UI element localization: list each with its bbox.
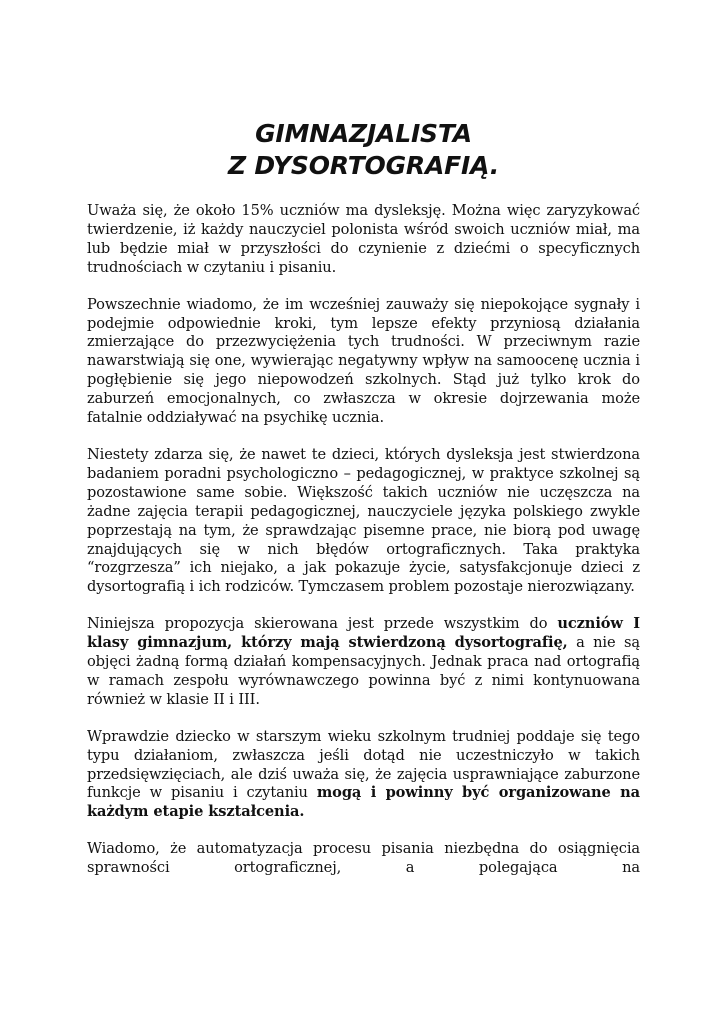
paragraph-2: Powszechnie wiadomo, że im wcześniej zauważy się niepokojące sygnały i podejmie odpowiednie kroki, tym lepsze efekty przyniosą działania zmierzające do przezwyciężenia tych trudności. W przeciwnym razie nawarstwiają się one, wywierając negatywny wpływ na samoocenę ucznia i pogłębienie się jego niepowodzeń szkolnych. Stąd już tylko krok do zaburzeń emocjonalnych, co zwłaszcza w okresie dojrzewania może fatalnie oddziaływać na psychikę ucznia.: [87, 295, 640, 427]
paragraph-5: [87, 728, 640, 823]
paragraph-4: [87, 615, 640, 710]
paragraph-4-text-a: Niniejsza propozycja skierowana jest przede wszystkim do: [87, 615, 558, 633]
paragraph-5-text-a: Wprawdzie dziecko w starszym wieku szkolnym trudniej poddaje się tego typu działaniom, zwłaszcza jeśli dotąd nie uczestniczyło w takich przedsięwzięciach, ale dziś uważa się, że zajęcia usprawniające zaburzone funkcje w pisaniu i czytaniu: [87, 727, 640, 802]
document-page: [87, 118, 640, 896]
paragraph-1: Uważa się, że około 15% uczniów ma dysleksję. Można więc zaryzykować twierdzenie, iż każdy nauczyciel polonista wśród swoich uczniów miał, ma lub będzie miał w przyszłości do czynienie z dziećmi o specyficznych trudnościach w czytaniu i pisaniu.: [87, 202, 640, 276]
paragraph-5-bold: mogą i powinny być organizowane na każdym etapie kształcenia.: [87, 784, 640, 821]
title-line-1: GIMNAZJALISTA: [255, 119, 472, 148]
title-line-2: Z DYSORTOGRAFIĄ.: [227, 151, 500, 180]
document-title: [87, 118, 640, 182]
paragraph-4-bold: uczniów I klasy gimnazjum, którzy mają stwierdzoną dysortografię,: [87, 615, 640, 652]
paragraph-3: Niestety zdarza się, że nawet te dzieci, których dysleksja jest stwierdzona badaniem poradni psychologiczno – pedagogicznej, w praktyce szkolnej są pozostawione same sobie. Większość takich uczniów nie uczęszcza na żadne zajęcia terapii pedagogicznej, nauczyciele języka polskiego zwykle poprzestają na tym, że sprawdzając pisemne prace, nie biorą pod uwagę znajdujących się w nich błędów ortograficznych. Taka praktyka “rozgrzesza” ich niejako, a jak pokazuje życie, satysfakcjonuje dzieci z dysortografią i ich rodziców. Tymczasem problem pozostaje nierozwiązany.: [87, 445, 640, 596]
paragraph-6: Wiadomo, że automatyzacja procesu pisania niezbędna do osiągnięcia sprawności ortograficznej, a polegająca na: [87, 840, 640, 877]
paragraph-4-text-b: a nie są objęci żadną formą działań kompensacyjnych. Jednak praca nad ortografią w ramach zespołu wyrównawczego powinna być z nimi kontynuowana również w klasie II i III.: [87, 634, 640, 708]
